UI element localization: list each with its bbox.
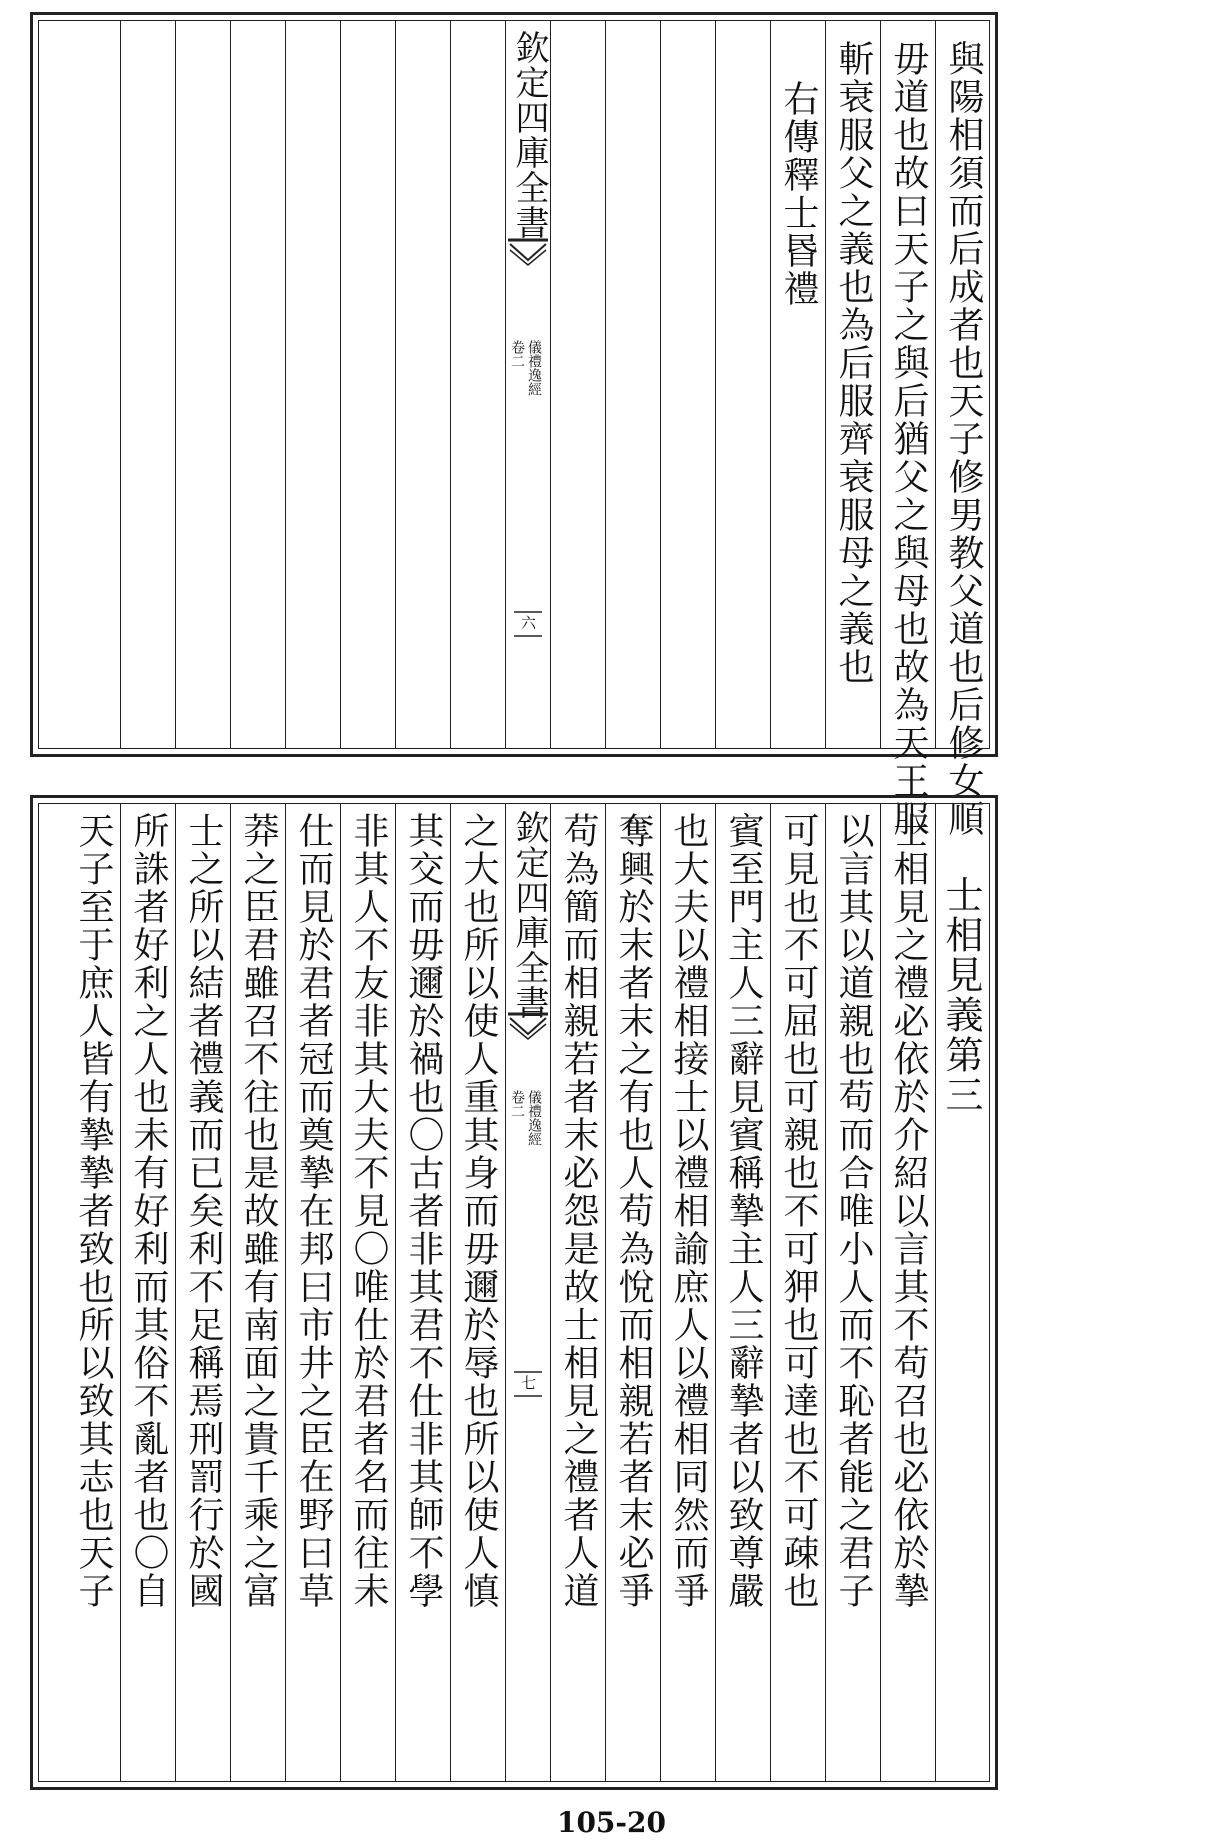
margin-book-title: 儀禮逸經 bbox=[526, 1090, 542, 1146]
column-rule bbox=[605, 803, 606, 1782]
column-rule bbox=[935, 20, 936, 749]
column-rule bbox=[175, 803, 176, 1782]
text-column: 仕而見於君者冠而奠摯在邦曰市井之臣在野曰草 bbox=[293, 812, 334, 1610]
margin-folio: 七 bbox=[519, 1375, 537, 1392]
column-rule bbox=[340, 803, 341, 1782]
column-rule bbox=[230, 20, 231, 749]
text-column: 莽之臣君雖召不往也是故雖有南面之貴千乘之富 bbox=[238, 812, 279, 1610]
fishtail-mark bbox=[508, 1012, 548, 1040]
margin-title: 欽定四庫全書 bbox=[509, 810, 549, 1020]
text-column: 苟為簡而相親若者末必怨是故士相見之禮者人道 bbox=[558, 812, 599, 1610]
column-rule bbox=[550, 20, 551, 749]
margin-title: 欽定四庫全書 bbox=[509, 30, 549, 240]
column-rule bbox=[285, 803, 286, 1782]
text-column: 士之所以結者禮義而已矣利不足稱焉刑罰行於國 bbox=[183, 812, 224, 1610]
text-column: 所誅者好利之人也未有好利而其俗不亂者也〇自 bbox=[128, 812, 169, 1610]
column-rule bbox=[230, 803, 231, 1782]
column-rule bbox=[450, 803, 451, 1782]
column-rule bbox=[505, 20, 506, 749]
column-rule bbox=[715, 20, 716, 749]
column-rule bbox=[450, 20, 451, 749]
column-rule bbox=[285, 20, 286, 749]
column-rule bbox=[880, 803, 881, 1782]
column-rule bbox=[395, 803, 396, 1782]
margin-book-title: 儀禮逸經 bbox=[526, 340, 542, 396]
column-rule bbox=[770, 20, 771, 749]
text-column: 士相見之禮必依於介紹以言其不苟召也必依於摯 bbox=[888, 812, 929, 1610]
page-number: 105-20 bbox=[556, 1806, 667, 1839]
column-rule bbox=[175, 20, 176, 749]
text-column: 毋道也故曰天子之與后猶父之與母也故為天王服 bbox=[888, 40, 929, 838]
column-rule bbox=[935, 803, 936, 1782]
upper-leaf bbox=[0, 0, 1223, 838]
text-column: 右傳釋士昬禮 bbox=[778, 80, 819, 308]
text-column: 其交而毋邇於禍也〇古者非其君不仕非其師不學 bbox=[403, 812, 444, 1610]
text-column: 可見也不可屈也可親也不可狎也可達也不可疎也 bbox=[778, 812, 819, 1610]
text-column: 斬衰服父之義也為后服齊衰服母之義也 bbox=[833, 40, 874, 686]
text-column: 非其人不友非其大夫不見〇唯仕於君者名而往未 bbox=[348, 812, 389, 1610]
margin-juan: 卷二 bbox=[509, 1090, 525, 1118]
column-rule bbox=[825, 20, 826, 749]
section-heading: 士相見義第三 bbox=[939, 875, 983, 1115]
text-column: 之大也所以使人重其身而毋邇於辱也所以使人慎 bbox=[458, 812, 499, 1610]
column-rule bbox=[660, 803, 661, 1782]
column-rule bbox=[605, 20, 606, 749]
column-rule bbox=[505, 803, 506, 1782]
column-rule bbox=[340, 20, 341, 749]
text-column: 以言其以道親也苟而合唯小人而不恥者能之君子 bbox=[833, 812, 874, 1610]
text-column: 與陽相須而后成者也天子修男教父道也后修女順 bbox=[943, 40, 984, 838]
text-column: 賓至門主人三辭見賓稱摯主人三辭摯者以致尊嚴 bbox=[723, 812, 764, 1610]
column-rule bbox=[770, 803, 771, 1782]
margin-juan: 卷二 bbox=[509, 340, 525, 368]
column-rule bbox=[880, 20, 881, 749]
text-column: 奪興於末者末之有也人苟為悅而相親若者末必爭 bbox=[613, 812, 654, 1610]
text-column: 天子至于庶人皆有摯摯者致也所以致其志也天子 bbox=[73, 812, 114, 1610]
lower-leaf bbox=[0, 790, 1223, 1800]
text-column: 也大夫以禮相接士以禮相諭庶人以禮相同然而爭 bbox=[668, 812, 709, 1610]
column-rule bbox=[825, 803, 826, 1782]
fishtail-mark bbox=[508, 238, 548, 266]
column-rule bbox=[715, 803, 716, 1782]
column-rule bbox=[660, 20, 661, 749]
column-rule bbox=[120, 803, 121, 1782]
column-rule bbox=[395, 20, 396, 749]
margin-folio: 六 bbox=[519, 615, 537, 632]
column-rule bbox=[550, 803, 551, 1782]
column-rule bbox=[120, 20, 121, 749]
